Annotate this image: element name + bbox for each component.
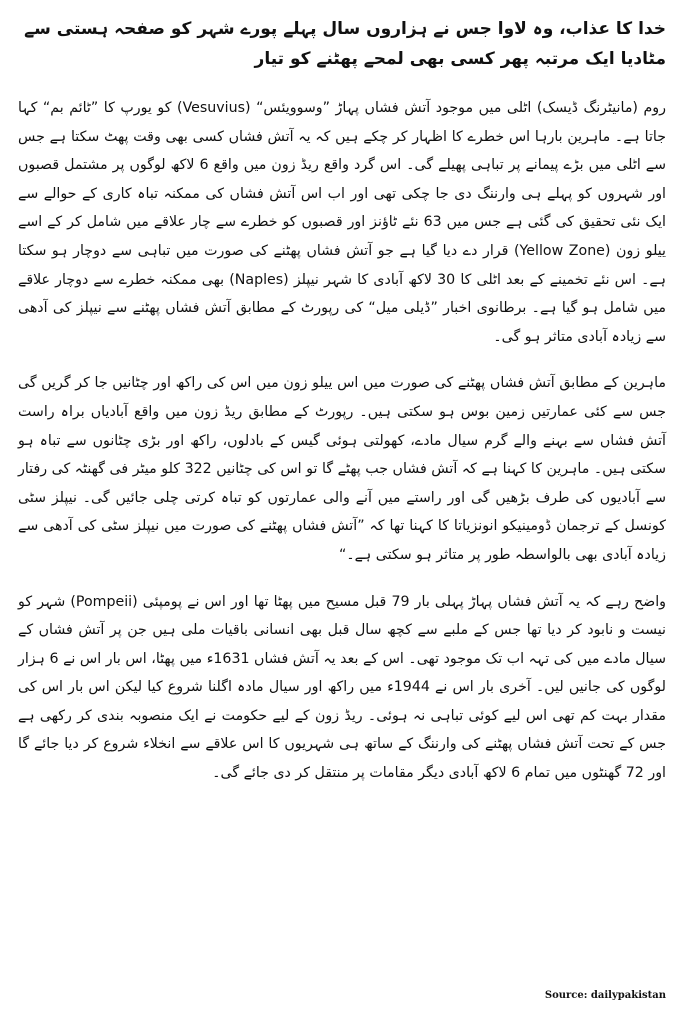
article-paragraph-3: واضح رہے کہ یہ آتش فشاں پہاڑ پہلی بار 79 قبل مسیح میں پھٹا تھا اور اس نے پومپئی (Pompeii) شہر کو نیست و نابود کر دیا تھا جس کے ملبے سے کچھ سال قبل بھی انسانی باقیات ملی ہیں جن پر آتش فشاں کے سیال مادے میں کی تہہ اب تک موجود تھی۔ اس کے بعد یہ آتش فشاں 1631ء میں پھٹا، اس بار اس نے 6 ہزار لوگوں کی جانیں لیں۔ آخری بار اس نے 1944ء میں راکھ اور سیال مادہ اگلنا شروع کیا لیکن اس بار اس کی مقدار بہت کم تھی اس لیے کوئی تباہی نہ ہوئی۔ ریڈ زون کے لیے حکومت نے ایک منصوبہ بندی کر رکھی ہے جس کے تحت آتش فشاں پھٹنے کی وارننگ کے ساتھ ہی شہریوں کا اس علاقے سے انخلاء شروع کر دیا جائے گا اور 72 گھنٹوں میں تمام 6 لاکھ آبادی دیگر مقامات پر منتقل کر دی جائے گی۔ (18, 593, 666, 782)
article-paragraph-1: روم (مانیٹرنگ ڈیسک) اٹلی میں موجود آتش فشاں پہاڑ ”وسوویئس“ (Vesuvius) کو یورپ کا ”ٹائم بم“ کہا جاتا ہے۔ ماہرین بارہا اس خطرے کا اظہار کر چکے ہیں کہ یہ آتش فشاں کسی بھی وقت پھٹ سکتا ہے جس سے اٹلی میں بڑے پیمانے پر تباہی پھیلے گی۔ اس گرد واقع ریڈ زون میں واقع 6 لاکھ لوگوں پر مشتمل قصبوں اور شہروں کو پہلے ہی وارننگ دی جا چکی تھی اور اب اس آتش فشاں کی ممکنہ تباہ کاری کے حوالے سے ایک نئی تحقیق کی گئی ہے جس میں 63 نئے ٹاؤنز اور قصبوں کو خطرے سے چار علاقے میں شامل کر کے اسے ییلو زون (Yellow Zone) قرار دے دیا گیا ہے جو آتش فشاں پھٹنے کی صورت میں تباہی سے دوچار ہو سکتا ہے۔ اس نئے تخمینے کے بعد اٹلی کا 30 لاکھ آبادی کا شہر نیپلز (Naples) بھی ممکنہ خطرے سے دوچار علاقے میں شامل ہو گیا ہے۔ برطانوی اخبار ”ڈیلی میل“ کی رپورٹ کے مطابق آتش فشاں پھٹنے سے نیپلز کی آدھی سے زیادہ آبادی متاثر ہو گی۔ (18, 100, 667, 345)
source-credit: Source: dailypakistan (544, 990, 666, 1001)
article-paragraph-2: ماہرین کے مطابق آتش فشاں پھٹنے کی صورت میں اس ییلو زون میں اس کی راکھ اور چٹانیں جا کر گریں گی جس سے کئی عمارتیں زمین بوس ہو سکتی ہیں۔ رپورٹ کے مطابق ریڈ زون میں واقع آبادیاں براہ راست آتش فشاں سے بہنے والے گرم سیال مادے، کھولتی ہوئی گیس کے بادلوں، راکھ اور بڑی چٹانوں سے تباہ ہو سکتی ہیں۔ ماہرین کا کہنا ہے کہ آتش فشاں جب پھٹے گا تو اس کی چٹانیں 322 کلو میٹر فی گھنٹہ کی رفتار سے آبادیوں کی طرف بڑھیں گی اور راستے میں آنے والی عمارتوں کو تباہ کرتی چلی جائیں گی۔ نیپلز سٹی کونسل کے ترجمان ڈومینیکو انونزیاتا کا کہنا تھا کہ ”آتش فشاں پھٹنے کی صورت میں نیپلز سٹی کی آدھی سے زیادہ آبادی بھی بالواسطہ طور پر متاثر ہو سکتی ہے۔“ (18, 375, 666, 563)
article-headline: خدا کا عذاب، وہ لاوا جس نے ہزاروں سال پہلے پورے شہر کو صفحہ ہستی سے مٹادیا ایک مرتبہ پھر کسی بھی لمحے پھٹنے کو تیار (24, 19, 666, 69)
